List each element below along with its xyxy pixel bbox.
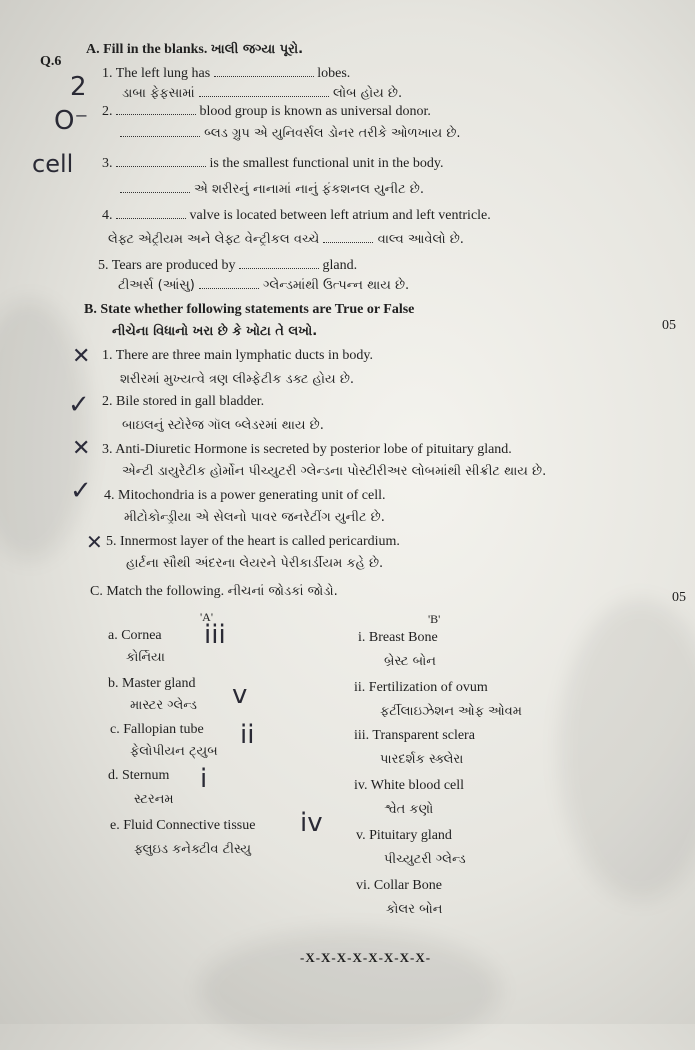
b2-gujarati: બાઇલનું સ્ટોરેજ ગૉલ બ્લેડરમાં થાય છે. (122, 418, 324, 433)
b2-english: 2. Bile stored in gall bladder. (102, 394, 265, 409)
a5-english: 5. Tears are produced by gland. (98, 258, 358, 273)
match-a-master-gland-gujarati: માસ્ટર ગ્લેન્ડ (130, 698, 197, 713)
match-a-cornea-gujarati: કોર્નિયા (126, 650, 165, 665)
a5-gujarati: ટીઅર્સ (આંસુ) ગ્લેન્ડમાંથી ઉત્પન્ન થાય છે. (118, 278, 410, 293)
a1-english: 1. The left lung has lobes. (102, 66, 351, 81)
a3-gujarati: એ શરીરનું નાનામાં નાનું ફંકશનલ યુનીટ છે. (120, 180, 424, 197)
match-a-cornea: a. Cornea (108, 628, 162, 643)
match-a-answer-4: i (200, 764, 208, 794)
column-b-header: 'B' (428, 612, 441, 626)
b4-english: 4. Mitochondria is a power generating unit of cell. (104, 488, 386, 503)
match-b-transparent-sclera: iii. Transparent sclera (354, 728, 475, 743)
match-b-breast-bone-gujarati: બ્રેસ્ટ બોન (384, 654, 436, 669)
match-a-answer-2: v (232, 680, 248, 710)
match-b-transparent-sclera-gujarati: પારદર્શક સ્ક્લેરા (380, 752, 464, 767)
b1-english: 1. There are three main lymphatic ducts in body. (102, 348, 373, 363)
section-a-title: A. Fill in the blanks. ખાલી જગ્યા પૂરો. (86, 42, 304, 57)
match-a-sternum: d. Sternum (108, 768, 170, 783)
section-c-marks: 05 (672, 590, 686, 605)
a2-english: 2. blood group is known as universal donor. (102, 104, 431, 119)
a4-english: 4. valve is located between left atrium and left ventricle. (102, 208, 491, 223)
b5-english: 5. Innermost layer of the heart is called pericardium. (106, 534, 400, 549)
match-a-sternum-gujarati: સ્ટરનમ (134, 792, 174, 807)
match-a-answer-3: ii (240, 720, 255, 750)
a2-handwritten-answer: O⁻ (54, 106, 89, 136)
a4-gujarati: લેફ્ટ એટ્રીયમ અને લેફ્ટ વેન્ટ્રીકલ વચ્ચે વાલ્વ આવેલો છે. (108, 232, 464, 247)
b4-mark: ✓ (70, 476, 92, 506)
b4-gujarati: મીટોકોન્ડ્રીયા એ સેલનો પાવર જનરેટીંગ યુનીટ છે. (124, 510, 385, 525)
section-b-title-gujarati: નીચેના વિધાનો ખરા છે કે ખોટા તે લખો. (112, 324, 318, 339)
a1-handwritten-answer: 2 (70, 72, 87, 102)
a3-english: 3. is the smallest functional unit in the body. (102, 156, 444, 171)
match-b-breast-bone: i. Breast Bone (358, 630, 438, 645)
match-a-answer-1: iii (204, 620, 226, 650)
match-b-collar-bone: vi. Collar Bone (356, 878, 442, 893)
b1-gujarati: શરીરમાં મુખ્યત્વે ત્રણ લીમ્ફેટીક ડક્ટ હોય છે. (120, 372, 355, 387)
b5-gujarati: હાર્ટના સૌથી અંદરના લેયરને પેરીકાર્ડીયમ કહે છે. (126, 556, 384, 571)
match-a-master-gland: b. Master gland (108, 676, 196, 691)
match-a-fallopian-tube: c. Fallopian tube (110, 722, 204, 737)
section-c-title: C. Match the following. નીચનાં જોડકાં જોડો. (90, 584, 338, 599)
match-a-fluid-connective-tissue-gujarati: ફ્લુઇડ કનેક્ટીવ ટીસ્યુ (134, 842, 252, 857)
match-b-pituitary-gland: v. Pituitary gland (356, 828, 452, 843)
match-b-white-blood-cell-gujarati: શ્વેત કણો (384, 802, 434, 817)
b2-mark: ✓ (68, 390, 90, 420)
b3-gujarati: એન્ટી ડાયુરેટીક હોર્મોન પીચ્યુટરી ગ્લેન્ડના પોસ્ટીરીઅર લોબમાંથી સીક્રીટ થાય છે. (122, 464, 547, 479)
b3-mark: ✕ (72, 436, 91, 461)
match-b-white-blood-cell: iv. White blood cell (354, 778, 465, 793)
match-b-collar-bone-gujarati: કોલર બોન (386, 902, 443, 917)
section-b-marks: 05 (662, 318, 676, 333)
match-a-fallopian-tube-gujarati: ફેલોપીયન ટ્યુબ (130, 744, 218, 759)
match-b-fertilization-gujarati: ફર્ટીલાઇઝેશન ઓફ ઓવમ (380, 704, 522, 719)
a2-gujarati: બ્લડ ગ્રુપ એ યુનિવર્સલ ડોનર તરીકે ઓળખાય છે. (120, 124, 461, 141)
match-a-answer-5: iv (300, 808, 323, 838)
a3-handwritten-answer: cell (32, 150, 74, 178)
end-marker: -X-X-X-X-X-X-X-X- (300, 950, 432, 965)
column-a-header: 'A' (200, 610, 213, 624)
question-number: Q.6 (40, 54, 62, 69)
a1-gujarati: ડાબા ફેફસામાં લોબ હોય છે. (122, 86, 403, 101)
match-a-fluid-connective-tissue: e. Fluid Connective tissue (110, 818, 256, 833)
section-b-title: B. State whether following statements are True or False (84, 302, 415, 317)
b5-mark: ✕ (86, 530, 103, 554)
match-b-fertilization: ii. Fertilization of ovum (354, 680, 488, 695)
b1-mark: ✕ (72, 344, 91, 369)
match-b-pituitary-gland-gujarati: પીચ્યુટરી ગ્લેન્ડ (384, 852, 466, 867)
b3-english: 3. Anti-Diuretic Hormone is secreted by posterior lobe of pituitary gland. (102, 442, 512, 457)
